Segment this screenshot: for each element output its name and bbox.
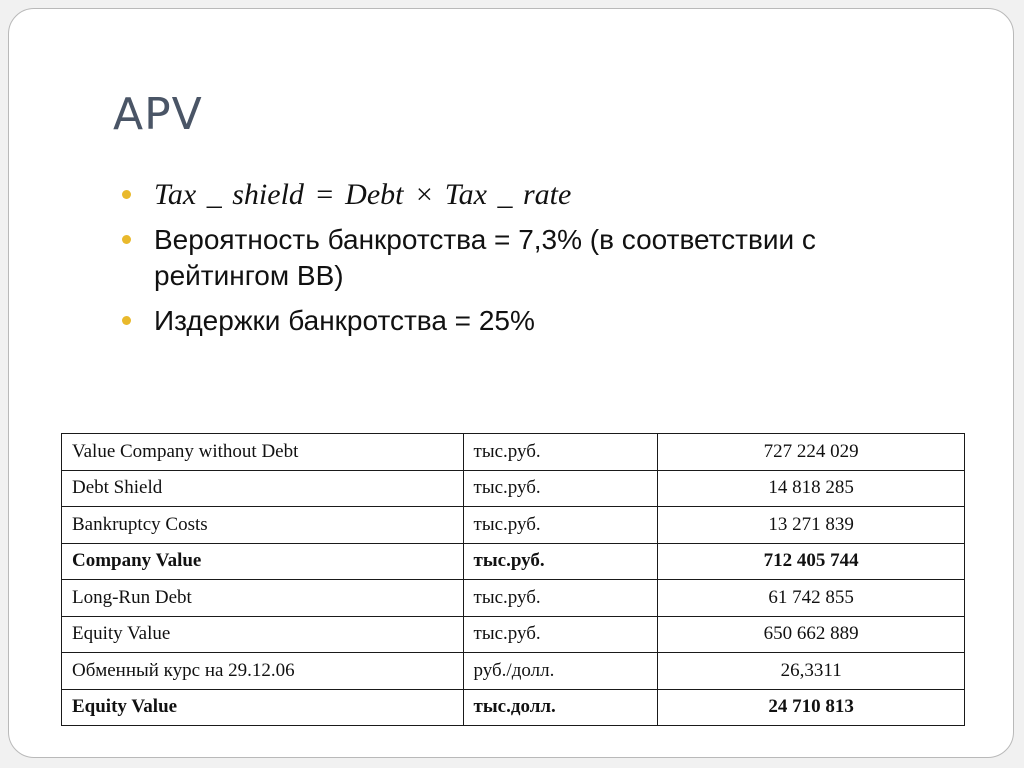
bullet-item-formula: [122, 177, 942, 213]
table-row: [62, 653, 965, 690]
bullet-list: [122, 177, 942, 339]
row-label: Bankruptcy Costs: [62, 507, 464, 544]
row-value: 13 271 839: [658, 507, 965, 544]
valuation-table: [61, 433, 965, 726]
row-label: Debt Shield: [62, 470, 464, 507]
row-unit: тыс.руб.: [463, 616, 658, 653]
row-unit: тыс.руб.: [463, 434, 658, 471]
table-row-total: [62, 543, 965, 580]
table-row: [62, 434, 965, 471]
row-label: Equity Value: [62, 616, 464, 653]
bullet-item-bankruptcy-probability: [122, 222, 942, 294]
row-value: 712 405 744: [658, 543, 965, 580]
bullet-text: Издержки банкротства = 25%: [154, 305, 535, 336]
table-row: [62, 470, 965, 507]
slide-title: APV: [113, 89, 203, 140]
row-label: Обменный курс на 29.12.06: [62, 653, 464, 690]
row-value: 727 224 029: [658, 434, 965, 471]
slide: [8, 8, 1014, 758]
tax-shield-formula: Tax _ shield = Debt × Tax _ rate: [154, 178, 572, 211]
row-value: 24 710 813: [658, 689, 965, 726]
table-row-total: [62, 689, 965, 726]
table-row: [62, 580, 965, 617]
row-label: Equity Value: [62, 689, 464, 726]
bullet-dot-icon: [122, 235, 131, 244]
row-unit: руб./долл.: [463, 653, 658, 690]
row-label: Long-Run Debt: [62, 580, 464, 617]
bullet-item-bankruptcy-costs: [122, 303, 942, 339]
row-unit: тыс.руб.: [463, 543, 658, 580]
row-unit: тыс.долл.: [463, 689, 658, 726]
row-unit: тыс.руб.: [463, 470, 658, 507]
row-label: Company Value: [62, 543, 464, 580]
row-unit: тыс.руб.: [463, 580, 658, 617]
bullet-dot-icon: [122, 316, 131, 325]
row-value: 650 662 889: [658, 616, 965, 653]
row-value: 61 742 855: [658, 580, 965, 617]
row-value: 14 818 285: [658, 470, 965, 507]
bullet-text: Вероятность банкротства = 7,3% (в соответствии с рейтингом ВВ): [154, 224, 816, 291]
table-row: [62, 616, 965, 653]
row-unit: тыс.руб.: [463, 507, 658, 544]
row-label: Value Company without Debt: [62, 434, 464, 471]
bullet-dot-icon: [122, 190, 131, 199]
table-row: [62, 507, 965, 544]
row-value: 26,3311: [658, 653, 965, 690]
